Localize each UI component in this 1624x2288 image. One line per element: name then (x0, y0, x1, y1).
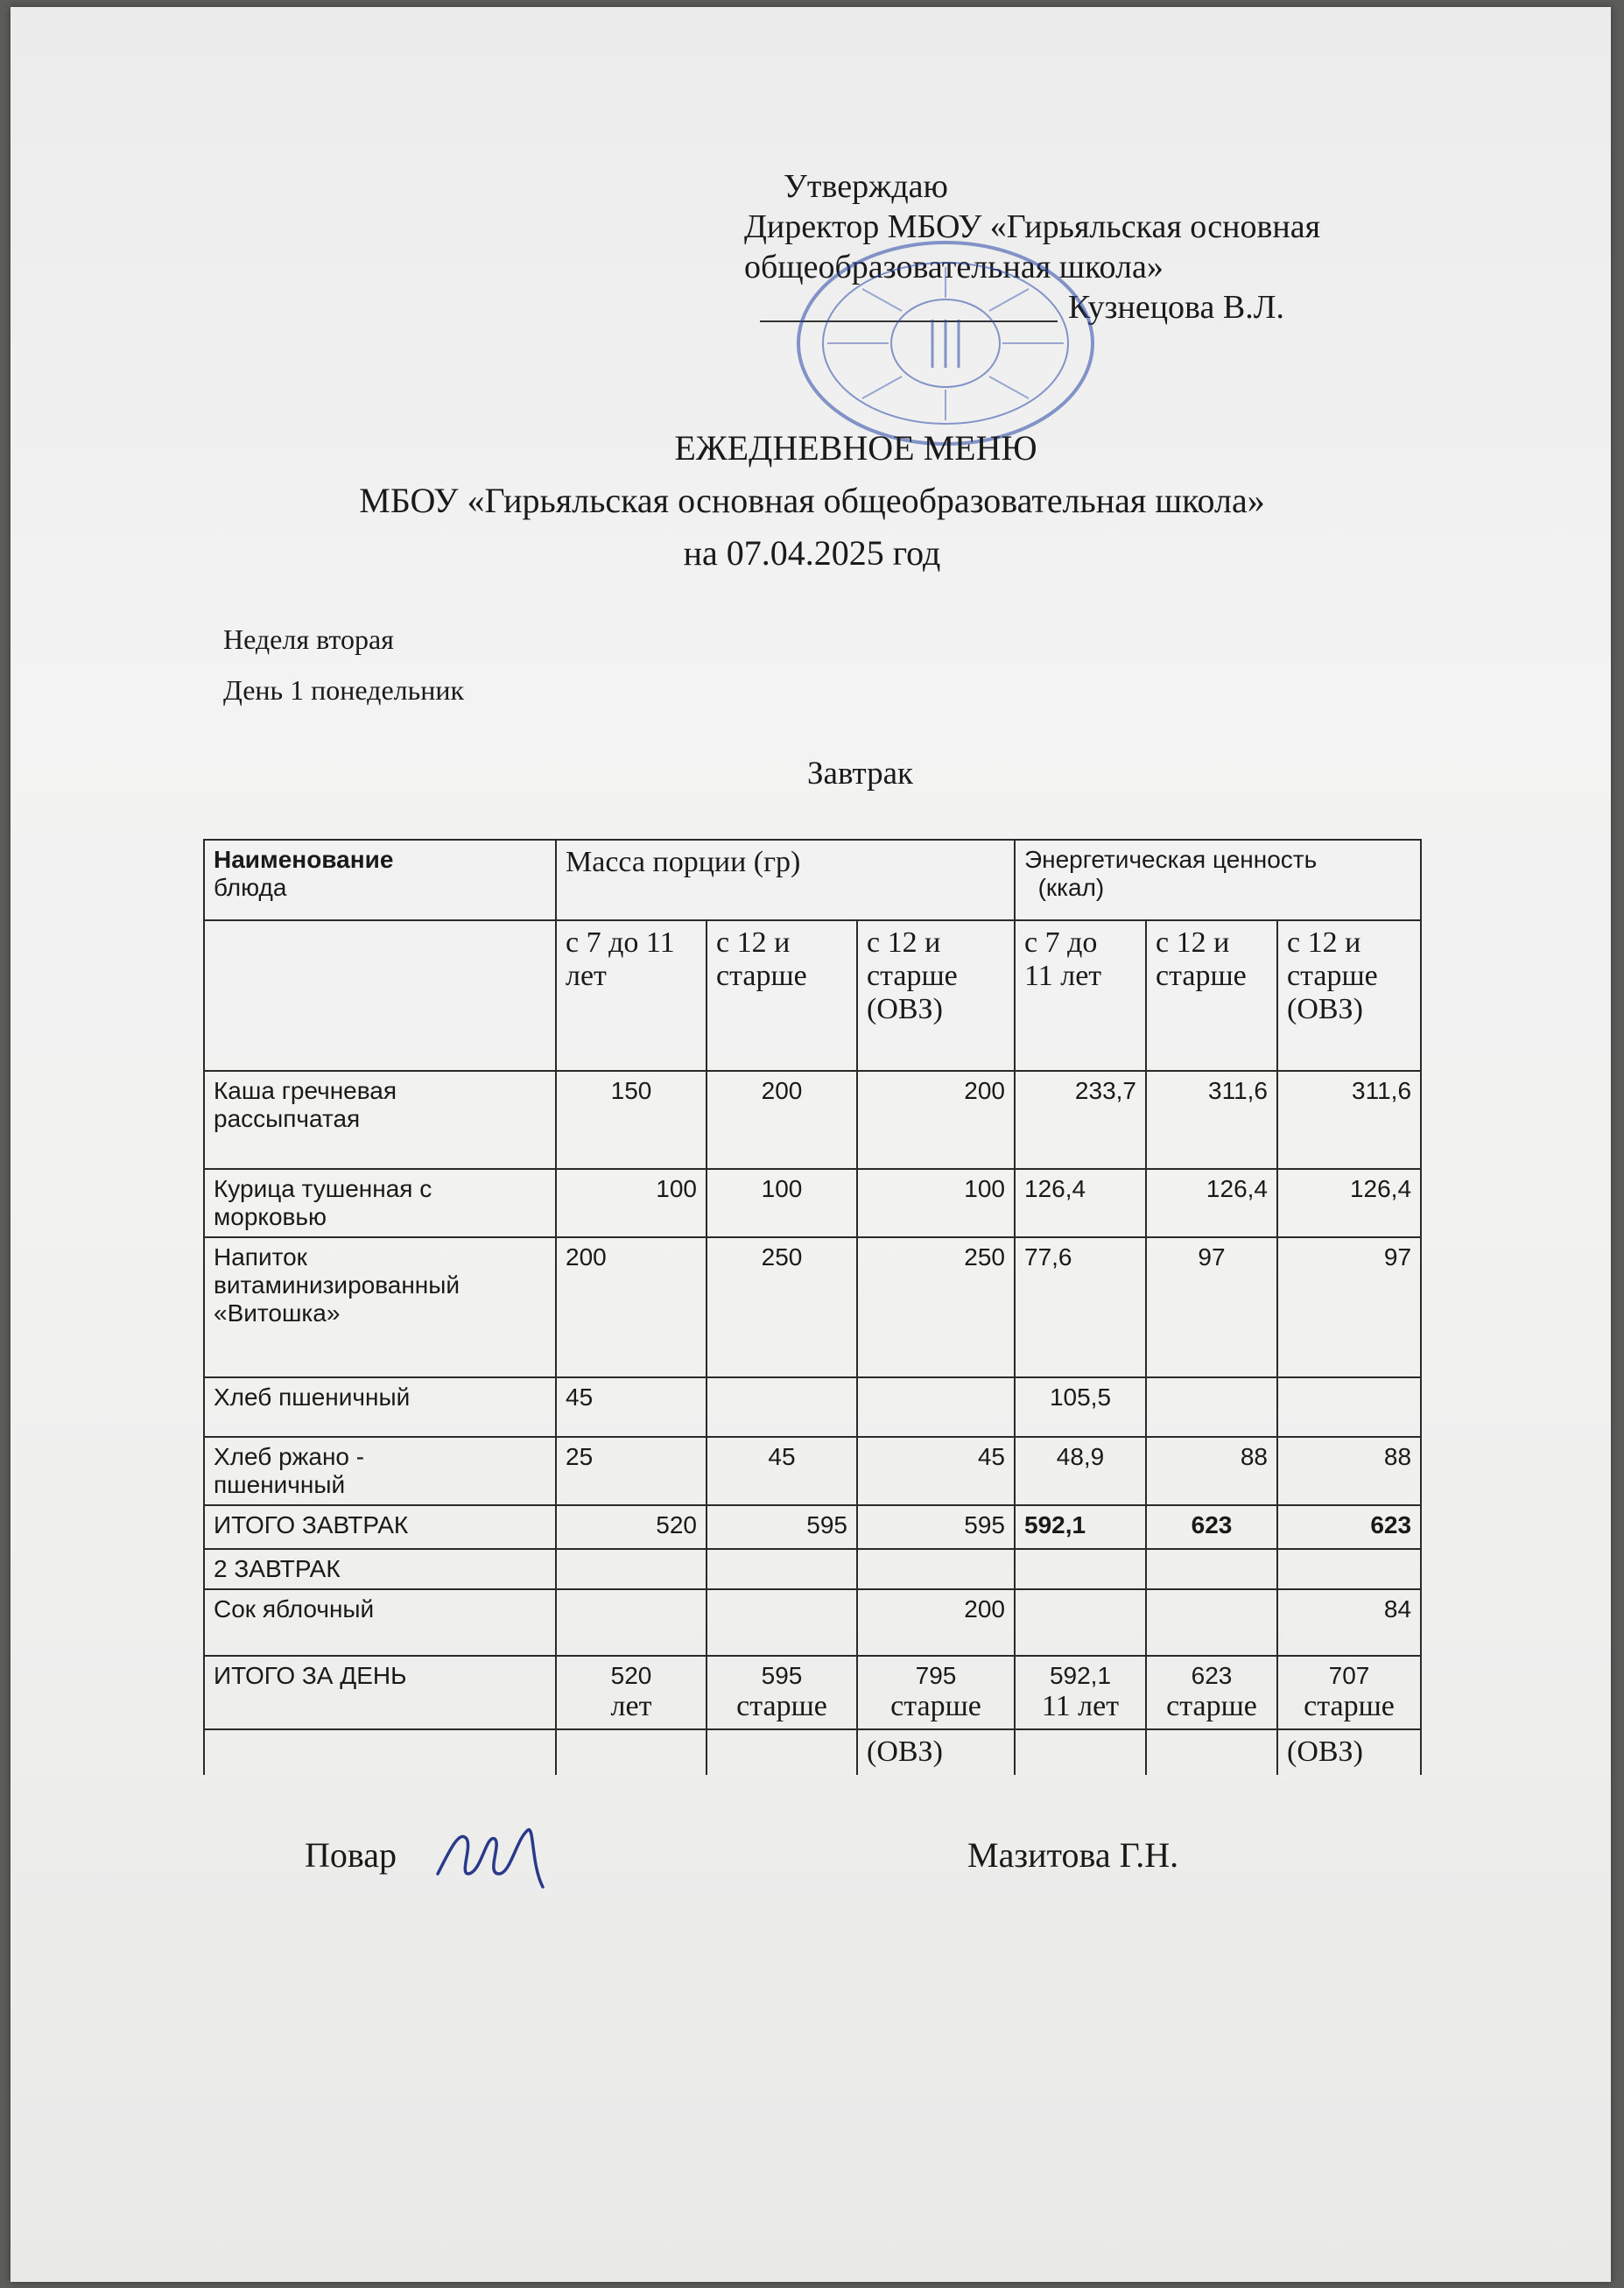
total-breakfast-label: ИТОГО ЗАВТРАК (204, 1505, 556, 1549)
dish-name: Хлеб ржано - пшеничный (204, 1437, 556, 1505)
dish-name: Напиток витаминизированный «Витошка» (204, 1237, 556, 1377)
day-mass-12-plus-ovz: 795 старше (857, 1656, 1015, 1729)
energy-12-plus-ovz: 126,4 (1277, 1169, 1421, 1237)
subheader-7-11: с 7 до 11 лет (556, 920, 707, 1071)
extra-ovz-1: (ОВЗ) (857, 1729, 1015, 1775)
total-mass-12-plus: 595 (707, 1505, 857, 1549)
energy-12-plus: 97 (1146, 1237, 1277, 1377)
mass-12-plus-ovz: 45 (857, 1437, 1015, 1505)
energy-7-11: 233,7 (1015, 1071, 1146, 1169)
header-energy: Энергетическая ценность (ккал) (1015, 840, 1421, 920)
total-mass-12-plus-ovz: 595 (857, 1505, 1015, 1549)
dish-name: Каша гречневая рассыпчатая (204, 1071, 556, 1169)
energy-7-11: 105,5 (1015, 1377, 1146, 1437)
dish-name: Курица тушенная с морковью (204, 1169, 556, 1237)
energy-12-plus-ovz: 97 (1277, 1237, 1421, 1377)
total-day-label: ИТОГО ЗА ДЕНЬ (204, 1656, 556, 1729)
school-stamp (792, 236, 1099, 451)
header-row (204, 840, 1421, 920)
menu-title: ЕЖЕДНЕВНОЕ МЕНЮ (674, 428, 1037, 468)
energy-7-11: 48,9 (1015, 1437, 1146, 1505)
table-row-extra (204, 1729, 1421, 1775)
school-name: МБОУ «Гирьяльская основная общеобразовательная школа» (359, 481, 1265, 520)
header-dish-name: Наименование блюда (204, 840, 556, 920)
extra-ovz-2: (ОВЗ) (1277, 1729, 1421, 1775)
mass-7-11: 25 (556, 1437, 707, 1505)
day-label: День 1 понедельник (223, 674, 465, 706)
day-mass-12-plus: 595 старше (707, 1656, 857, 1729)
approve-word: Утверждаю (784, 168, 948, 205)
mass-12-plus: 200 (707, 1071, 857, 1169)
mass-12-plus-ovz: 100 (857, 1169, 1015, 1237)
table-row (204, 1377, 1421, 1437)
table-row (204, 1589, 1421, 1656)
director-name: Кузнецова В.Л. (1068, 289, 1284, 326)
energy-7-11: 77,6 (1015, 1237, 1146, 1377)
second-breakfast-label: 2 ЗАВТРАК (204, 1549, 556, 1589)
subheader-row (204, 920, 1421, 1071)
header-portion-mass: Масса порции (гр) (556, 840, 1015, 920)
second-breakfast-row (204, 1549, 1421, 1589)
energy-12-plus-ovz: 84 (1277, 1589, 1421, 1656)
mass-12-plus-ovz: 200 (857, 1589, 1015, 1656)
table-row (204, 1071, 1421, 1169)
table-row (204, 1437, 1421, 1505)
energy-12-plus-ovz: 88 (1277, 1437, 1421, 1505)
week-label: Неделя вторая (223, 623, 394, 655)
mass-12-plus-ovz: 200 (857, 1071, 1015, 1169)
total-day-row (204, 1656, 1421, 1729)
mass-12-plus: 100 (707, 1169, 857, 1237)
cook-label: Повар (305, 1835, 397, 1875)
day-energy-7-11: 592,1 11 лет (1015, 1656, 1146, 1729)
energy-12-plus-ovz: 311,6 (1277, 1071, 1421, 1169)
director-line-1: Директор МБОУ «Гирьяльская основная (744, 208, 1321, 245)
day-mass-7-11: 520 лет (556, 1656, 707, 1729)
subheader-energy-12-plus: с 12 и старше (1146, 920, 1277, 1071)
cook-signature (433, 1813, 547, 1896)
subheader-12-plus: с 12 и старше (707, 920, 857, 1071)
subheader-energy-12-plus-ovz: с 12 и старше (ОВЗ) (1277, 920, 1421, 1071)
total-breakfast-row (204, 1505, 1421, 1549)
total-mass-7-11: 520 (556, 1505, 707, 1549)
energy-7-11: 126,4 (1015, 1169, 1146, 1237)
energy-12-plus (1146, 1377, 1277, 1437)
dish-name: Хлеб пшеничный (204, 1377, 556, 1437)
energy-12-plus: 88 (1146, 1437, 1277, 1505)
subheader-empty (204, 920, 556, 1071)
day-energy-12-plus-ovz: 707 старше (1277, 1656, 1421, 1729)
energy-12-plus-ovz (1277, 1377, 1421, 1437)
subheader-12-plus-ovz: с 12 и старше (ОВЗ) (857, 920, 1015, 1071)
mass-7-11: 200 (556, 1237, 707, 1377)
total-energy-7-11: 592,1 (1015, 1505, 1146, 1549)
subheader-energy-7-11: с 7 до 11 лет (1015, 920, 1146, 1071)
table-row (204, 1169, 1421, 1237)
mass-12-plus-ovz (857, 1377, 1015, 1437)
dish-name: Сок яблочный (204, 1589, 556, 1656)
mass-7-11: 100 (556, 1169, 707, 1237)
mass-7-11: 150 (556, 1071, 707, 1169)
menu-date: на 07.04.2025 год (683, 533, 941, 573)
director-line-2: общеобразовательная школа» (744, 249, 1164, 285)
day-energy-12-plus: 623 старше (1146, 1656, 1277, 1729)
table-row (204, 1237, 1421, 1377)
mass-7-11: 45 (556, 1377, 707, 1437)
energy-12-plus: 311,6 (1146, 1071, 1277, 1169)
mass-12-plus: 45 (707, 1437, 857, 1505)
total-energy-12-plus-ovz: 623 (1277, 1505, 1421, 1549)
mass-12-plus-ovz: 250 (857, 1237, 1015, 1377)
meal-section-title: Завтрак (806, 756, 914, 792)
energy-12-plus: 126,4 (1146, 1169, 1277, 1237)
mass-12-plus: 250 (707, 1237, 857, 1377)
menu-table (203, 839, 1422, 1775)
mass-12-plus (707, 1377, 857, 1437)
cook-name: Мазитова Г.Н. (967, 1835, 1179, 1875)
total-energy-12-plus: 623 (1146, 1505, 1277, 1549)
